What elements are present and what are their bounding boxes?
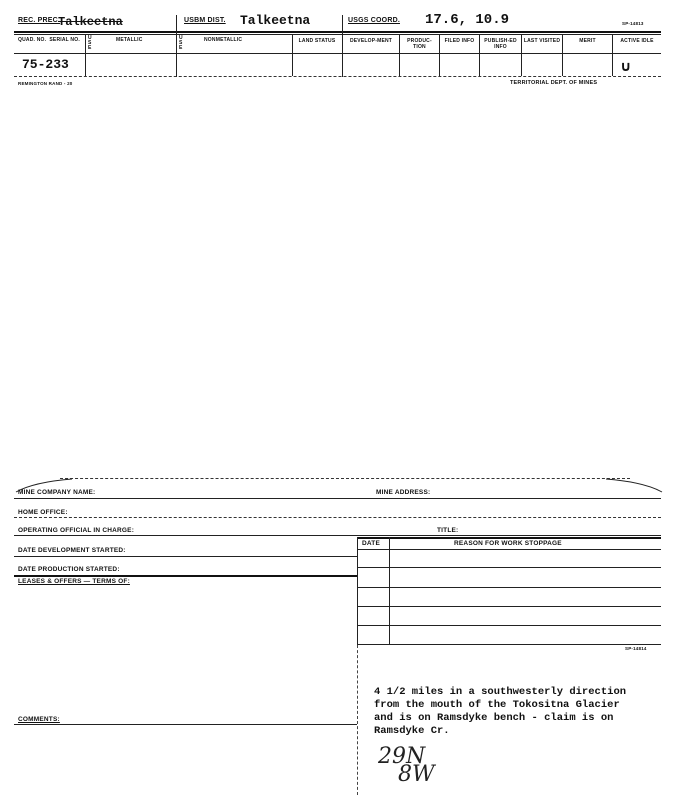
handwritten-township: 29N bbox=[378, 744, 426, 769]
col-serial: SERIAL NO. bbox=[49, 37, 80, 43]
date-production-started-label: DATE PRODUCTION STARTED: bbox=[18, 566, 120, 573]
rec-prec-label: REC. PREC. bbox=[18, 17, 61, 24]
col-merit: MERIT bbox=[579, 38, 596, 44]
col-metallic: METALLIC bbox=[116, 37, 143, 43]
home-office-label: HOME OFFICE: bbox=[18, 509, 68, 516]
title-label: TITLE: bbox=[437, 527, 459, 534]
col-land-status: LAND STATUS bbox=[298, 38, 336, 44]
date-development-started-label: DATE DEVELOPMENT STARTED: bbox=[18, 547, 126, 554]
form-number-bottom: SP-14814 bbox=[625, 646, 647, 651]
comments-label: COMMENTS: bbox=[18, 716, 60, 723]
comments-text bbox=[374, 686, 626, 738]
usbm-dist-value: Talkeetna bbox=[240, 13, 311, 28]
rec-prec-value: Talkeetna bbox=[58, 15, 123, 29]
col-quad: QUAD. NO. bbox=[18, 37, 47, 43]
quad-serial-value: 75-233 bbox=[22, 57, 69, 72]
comment-line: from the mouth of the Tokositna Glacier bbox=[374, 699, 620, 711]
leases-offers-label: LEASES & OFFERS — TERMS OF: bbox=[18, 578, 130, 585]
col-development: DEVELOP-MENT bbox=[349, 38, 393, 44]
mine-company-label: MINE COMPANY NAME: bbox=[18, 489, 96, 496]
active-idle-mark: ∪ bbox=[620, 58, 632, 74]
reason-column-header: REASON FOR WORK STOPPAGE bbox=[454, 540, 562, 547]
form-number: SP-14813 bbox=[622, 21, 644, 26]
mine-address-label: MINE ADDRESS: bbox=[376, 489, 431, 496]
comment-line: Ramsdyke Cr. bbox=[374, 725, 450, 737]
usgs-coord-value: 17.6, 10.9 bbox=[425, 12, 510, 28]
territorial-dept: TERRITORIAL DEPT. OF MINES bbox=[510, 80, 598, 86]
col-production: PRODUC-TION bbox=[407, 38, 432, 50]
comment-line: 4 1/2 miles in a southwesterly direction bbox=[374, 686, 627, 698]
handwritten-range: 8W bbox=[398, 762, 435, 787]
col-quad-serial bbox=[18, 37, 80, 43]
operating-official-label: OPERATING OFFICIAL IN CHARGE: bbox=[18, 527, 135, 534]
col-last-visited: LAST VISITED bbox=[523, 38, 561, 44]
col-filed-info: FILED INFO bbox=[444, 38, 475, 44]
usbm-dist-label: USBM DIST. bbox=[184, 17, 226, 24]
printer-note: REMINGTON RAND - 20 bbox=[18, 81, 73, 86]
col-nonmetallic: NONMETALLIC bbox=[204, 37, 243, 43]
date-column-header: DATE bbox=[362, 540, 381, 547]
col-published-info: PUBLISH-ED INFO bbox=[484, 38, 517, 50]
usgs-coord-label: USGS COORD. bbox=[348, 17, 400, 24]
col-use-metallic: U S E bbox=[88, 35, 92, 51]
col-active-idle: ACTIVE IDLE bbox=[620, 38, 654, 44]
right-corner-curve bbox=[604, 478, 664, 494]
col-use-nonmetallic: U S E bbox=[179, 35, 183, 51]
comment-line: and is on Ramsdyke bench - claim is on bbox=[374, 712, 614, 724]
